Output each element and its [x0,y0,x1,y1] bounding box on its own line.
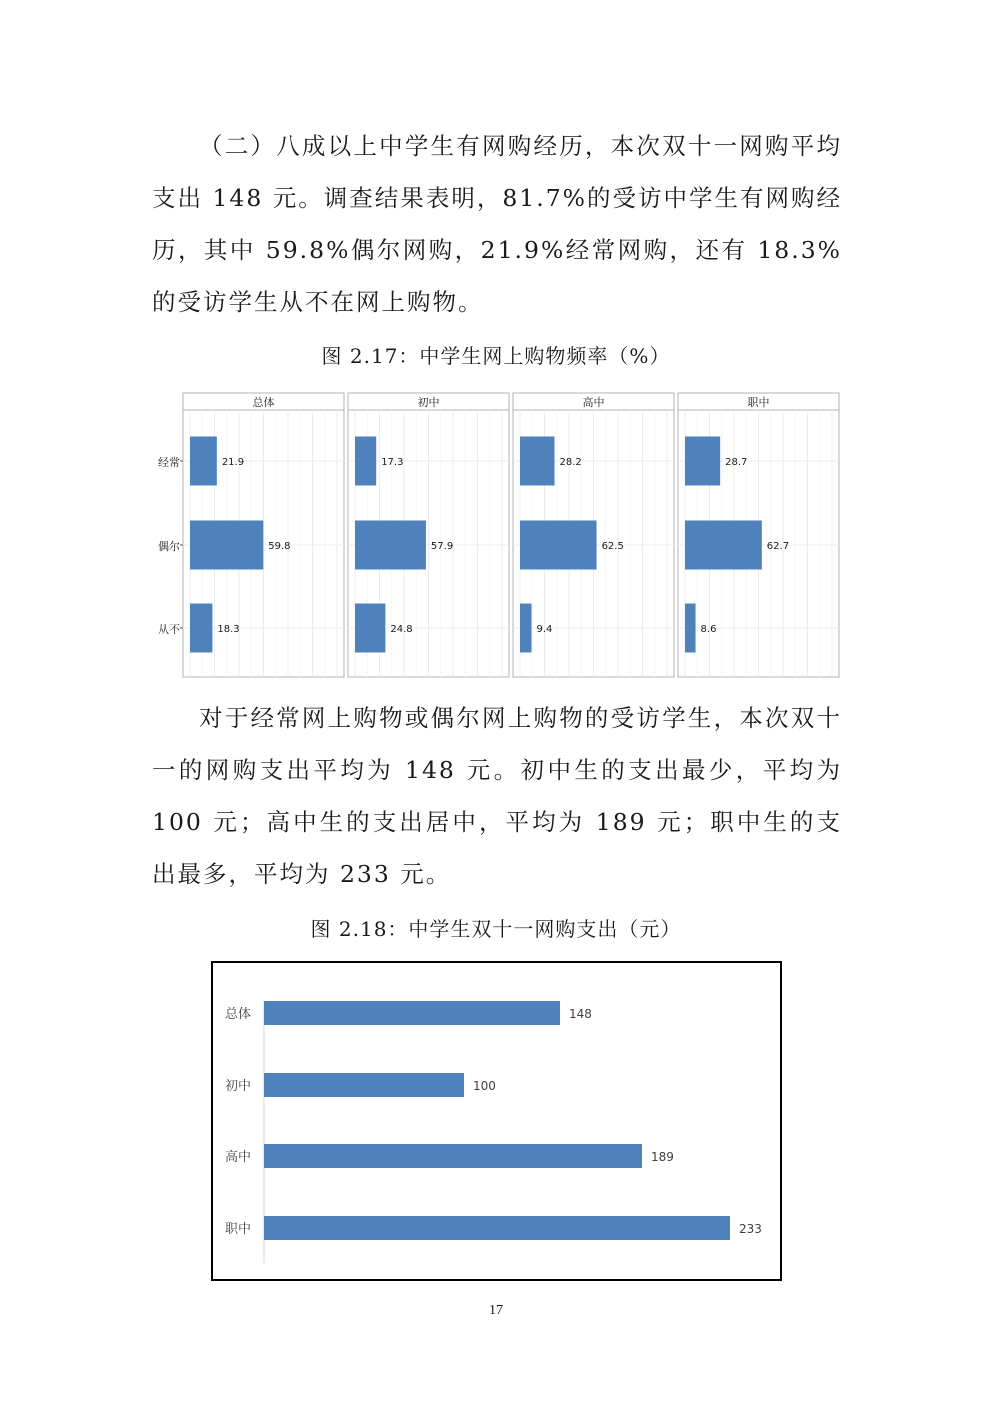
paragraph-double-eleven-spending: 对于经常网上购物或偶尔网上购物的受访学生，本次双十一的网购支出平均为 148 元。初中生的支出最少，平均为 100 元；高中生的支出居中，平均为 189 元；职中生的支出最多，平均为 233 元。 [152,704,842,888]
bar-value-label: 59.8 [268,541,291,552]
category-tick-label: 从不 [158,623,180,636]
bar [264,1001,560,1025]
bar [520,437,555,486]
facet-panel-2 [348,393,509,677]
bar [355,521,426,570]
facet-panel-1 [183,393,344,677]
bar-value-label: 62.5 [601,541,624,552]
bar [355,437,376,486]
page-number: 17 [489,1303,503,1318]
bar-value-label: 21.9 [221,457,245,468]
category-label: 初中 [224,1079,251,1094]
bar [685,604,696,653]
bar-value-label: 148 [569,1007,592,1021]
bar [190,521,263,570]
category-label: 职中 [224,1222,251,1237]
bar-value-label: 9.4 [536,624,553,635]
bar-value-label: 57.9 [430,541,454,552]
bar [190,604,212,653]
facet-label: 初中 [417,396,440,409]
figure-2-18-caption: 图 2.18：中学生双十一网购支出（元） [310,917,682,941]
bar-value-label: 189 [651,1150,674,1164]
bar-value-label: 28.7 [725,457,748,468]
bar-value-label: 28.2 [559,457,582,468]
bar [355,604,385,653]
bar [520,604,532,653]
bar [520,521,597,570]
bar-value-label: 18.3 [217,624,240,635]
facet-panel-3 [513,393,674,677]
bar [264,1216,730,1240]
bar [685,437,720,486]
double-eleven-spending-chart [211,961,782,1281]
figure-2-17-caption: 图 2.17：中学生网上购物频率（%） [321,344,671,368]
shopping-frequency-chart [150,388,850,683]
bar-value-label: 233 [739,1222,762,1236]
bar-value-label: 24.8 [390,624,413,635]
paragraph-shopping-experience: （二）八成以上中学生有网购经历，本次双十一网购平均支出 148 元。调查结果表明，81.7%的受访中学生有网购经历，其中 59.8%偶尔网购，21.9%经常网购，还有 18.3%的受访学生从不在网上购物。 [152,132,842,316]
bar [190,437,217,486]
facet-label: 高中 [582,396,605,409]
bar-value-label: 8.6 [700,624,717,635]
category-tick-label: 偶尔 [158,540,180,553]
category-label: 总体 [224,1007,251,1022]
category-label: 高中 [224,1150,251,1165]
facet-label: 职中 [747,396,770,409]
bar-value-label: 62.7 [766,541,790,552]
facet-panel-4 [678,393,839,677]
bar [264,1073,464,1097]
bar [264,1144,642,1168]
bar [685,521,762,570]
category-tick-label: 经常 [158,456,180,469]
bar-value-label: 17.3 [381,457,404,468]
bar-value-label: 100 [473,1079,496,1093]
facet-label: 总体 [252,396,275,409]
